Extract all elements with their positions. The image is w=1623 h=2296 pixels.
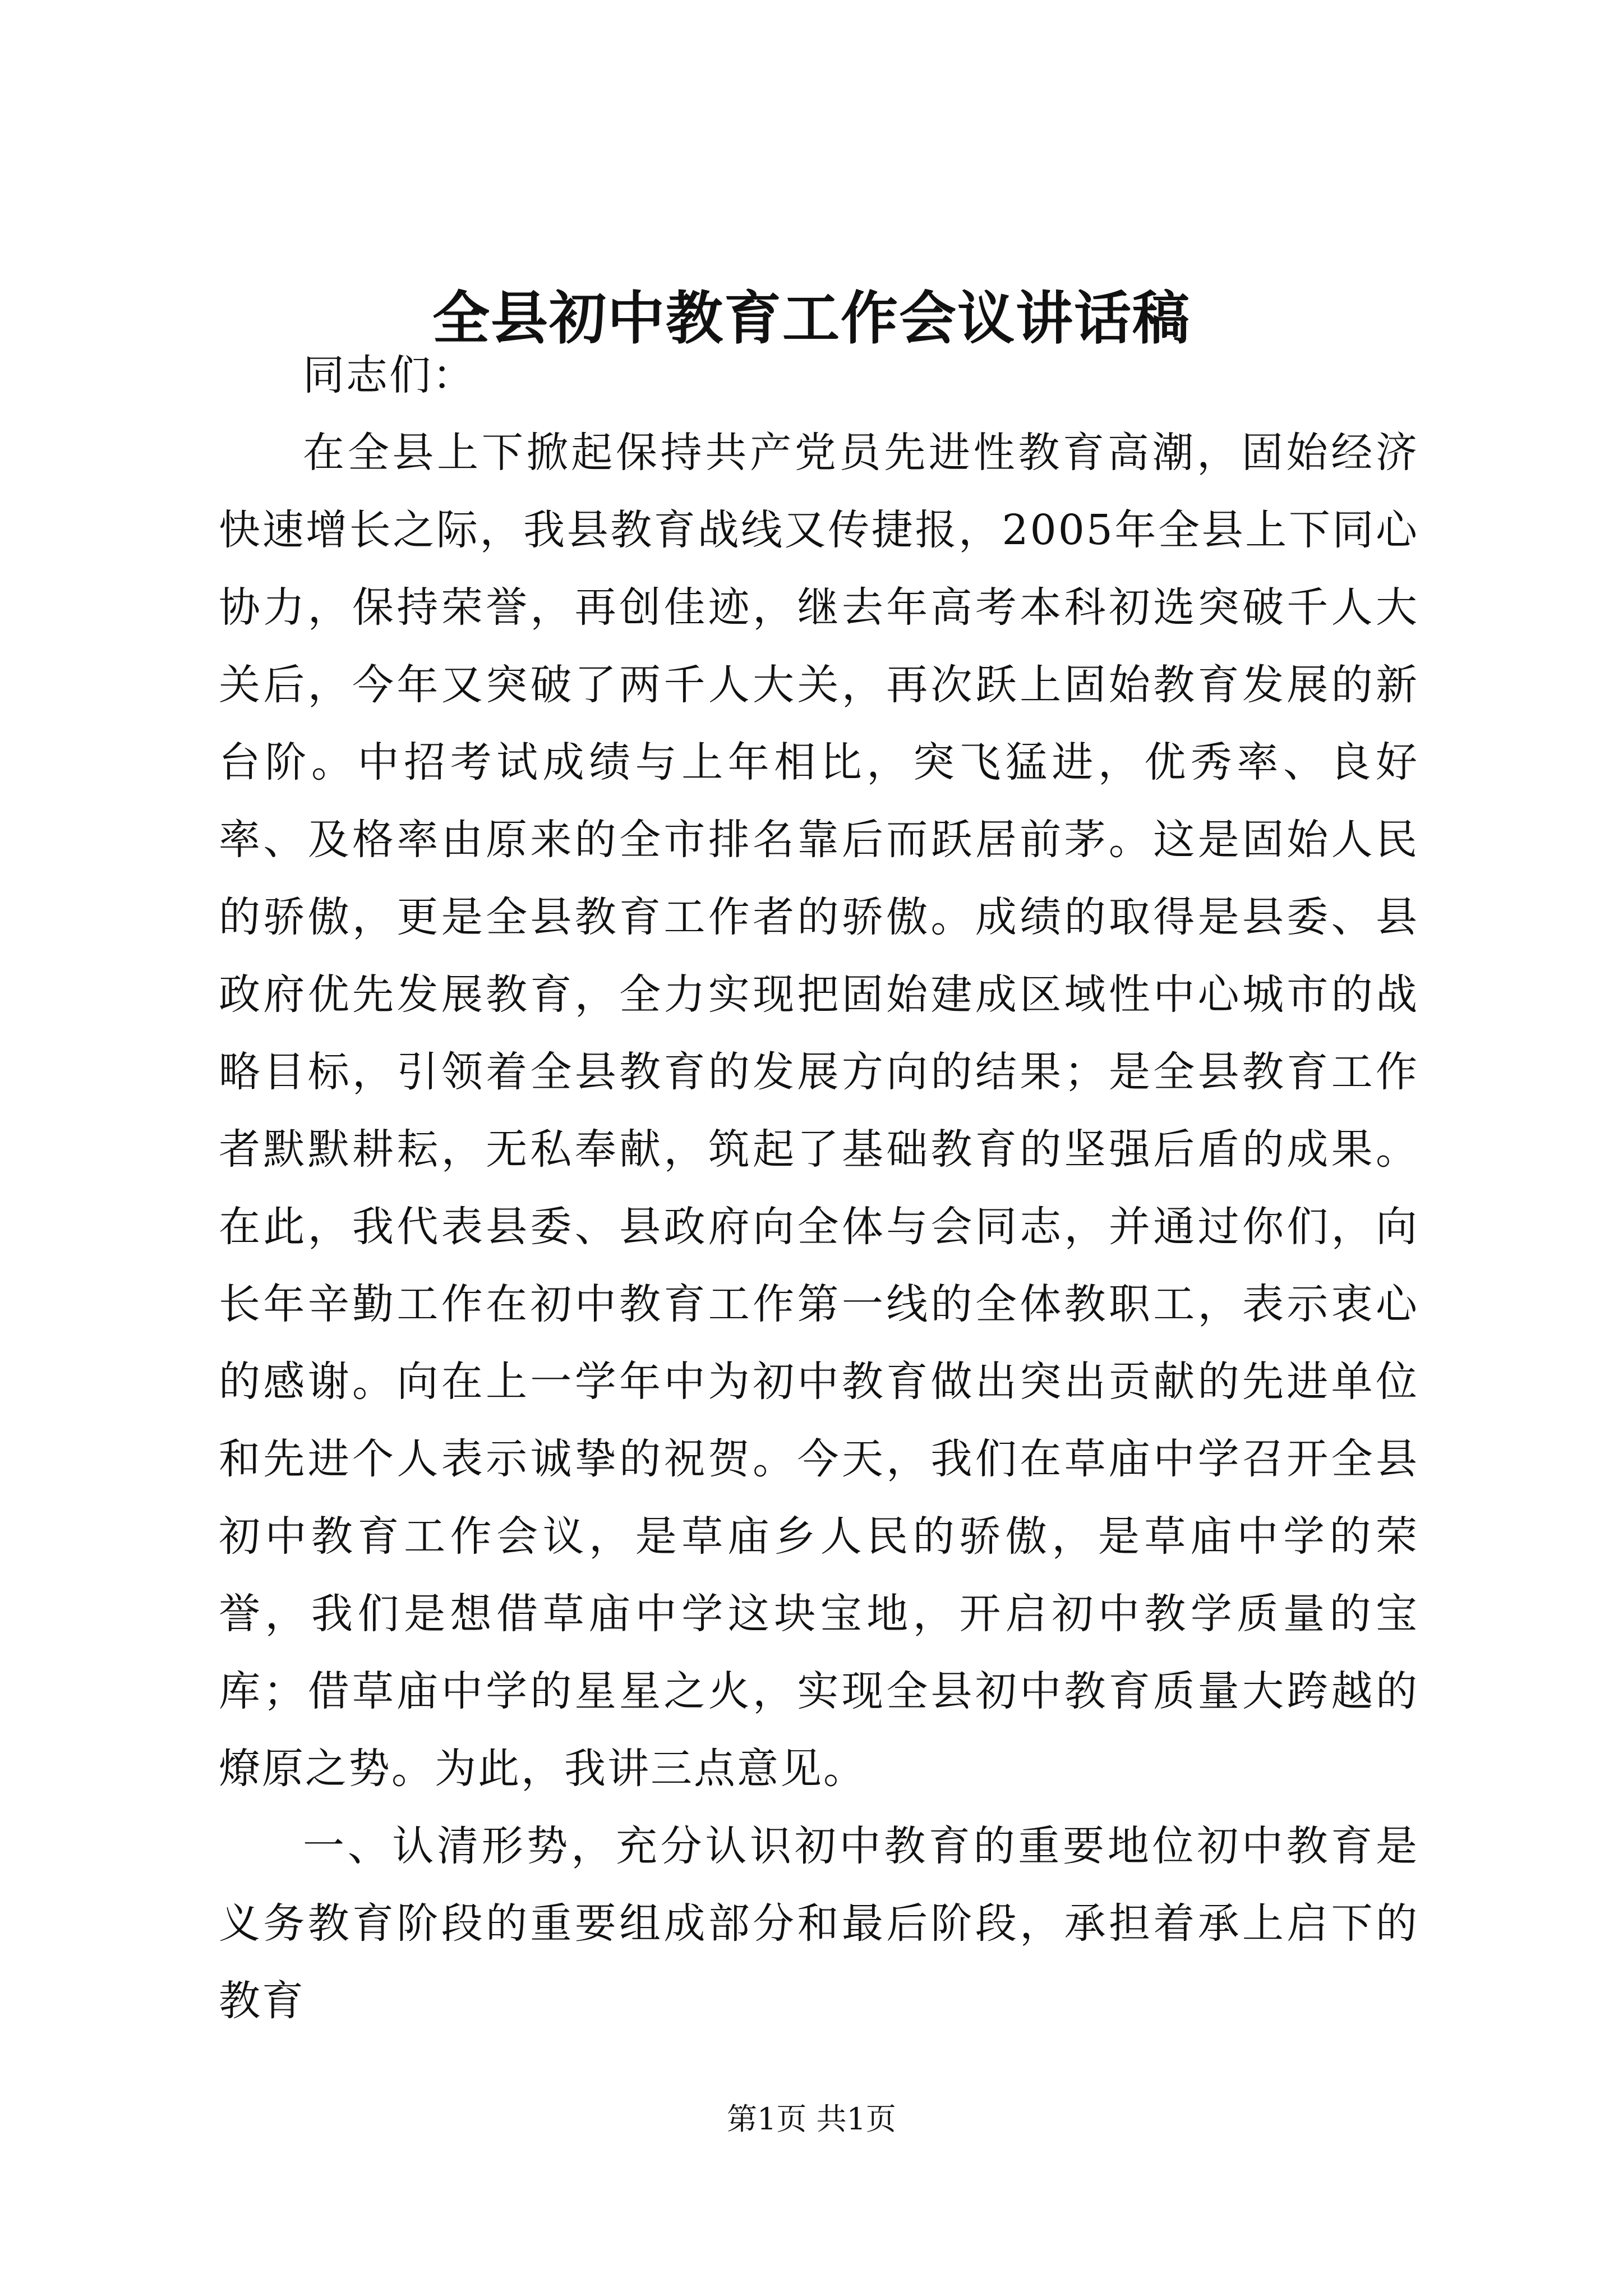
page-footer: 第1页 共1页 [727,2101,896,2137]
document-body [219,337,1419,2040]
body-paragraph-2: 一、认清形势，充分认识初中教育的重要地位初中教育是义务教育阶段的重要组成部分和最后阶段，承担着承上启下的教育 [219,1822,1419,2025]
salutation-paragraph: 同志们： [303,351,476,399]
body-paragraph-1: 在全县上下掀起保持共产党员先进性教育高潮，固始经济快速增长之际，我县教育战线又传捷报，2005年全县上下同心协力，保持荣誉，再创佳迹，继去年高考本科初选突破千人大关后，今年又突破了两千人大关，再次跃上固始教育发展的新台阶。中招考试成绩与上年相比，突飞猛进，优秀率、良好率、及格率由原来的全市排名靠后而跃居前茅。这是固始人民的骄傲，更是全县教育工作者的骄傲。成绩的取得是县委、县政府优先发展教育，全力实现把固始建成区域性中心城市的战略目标，引领着全县教育的发展方向的结果；是全县教育工作者默默耕耘，无私奉献，筑起了基础教育的坚强后盾的成果。在此，我代表县委、县政府向全体与会同志，并通过你们，向长年辛勤工作在初中教育工作第一线的全体教职工，表示衷心的感谢。向在上一学年中为初中教育做出突出贡献的先进单位和先进个人表示诚挚的祝贺。今天，我们在草庙中学召开全县初中教育工作会议，是草庙乡人民的骄傲，是草庙中学的荣誉，我们是想借草庙中学这块宝地，开启初中教学质量的宝库；借草庙中学的星星之火，实现全县初中教育质量大跨越的燎原之势。为此，我讲三点意见。 [219,429,1419,1793]
document-title: 全县初中教育工作会议讲话稿 [432,285,1191,352]
